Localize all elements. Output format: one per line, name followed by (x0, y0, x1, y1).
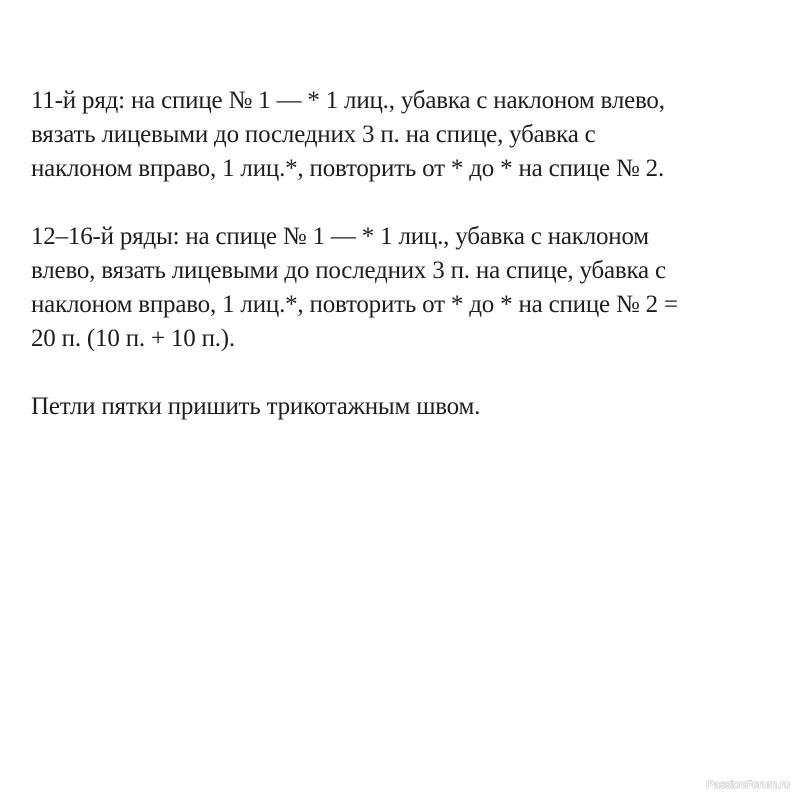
paragraph-row-11 (31, 84, 771, 186)
text-line: 12–16-й ряды: на спице № 1 — * 1 лиц., убавка с наклоном (31, 223, 649, 250)
paragraph-heel-seam (31, 390, 771, 424)
text-line: 11-й ряд: на спице № 1 — * 1 лиц., убавка с наклоном влево, (31, 87, 665, 114)
text-line: наклоном вправо, 1 лиц.*, повторить от * до * на спице № 2 = (31, 291, 678, 318)
text-line: Петли пятки пришить трикотажным швом. (31, 393, 481, 420)
paragraph-rows-12-16 (31, 220, 771, 356)
watermark: PassionForum.ru (706, 779, 790, 791)
text-line: наклоном вправо, 1 лиц.*, повторить от * до * на спице № 2. (31, 155, 664, 182)
text-line: влево, вязать лицевыми до последних 3 п. на спице, убавка с (31, 257, 666, 284)
document-body (31, 84, 771, 458)
text-line: вязать лицевыми до последних 3 п. на спице, убавка с (31, 121, 596, 148)
text-line: 20 п. (10 п. + 10 п.). (31, 325, 235, 352)
